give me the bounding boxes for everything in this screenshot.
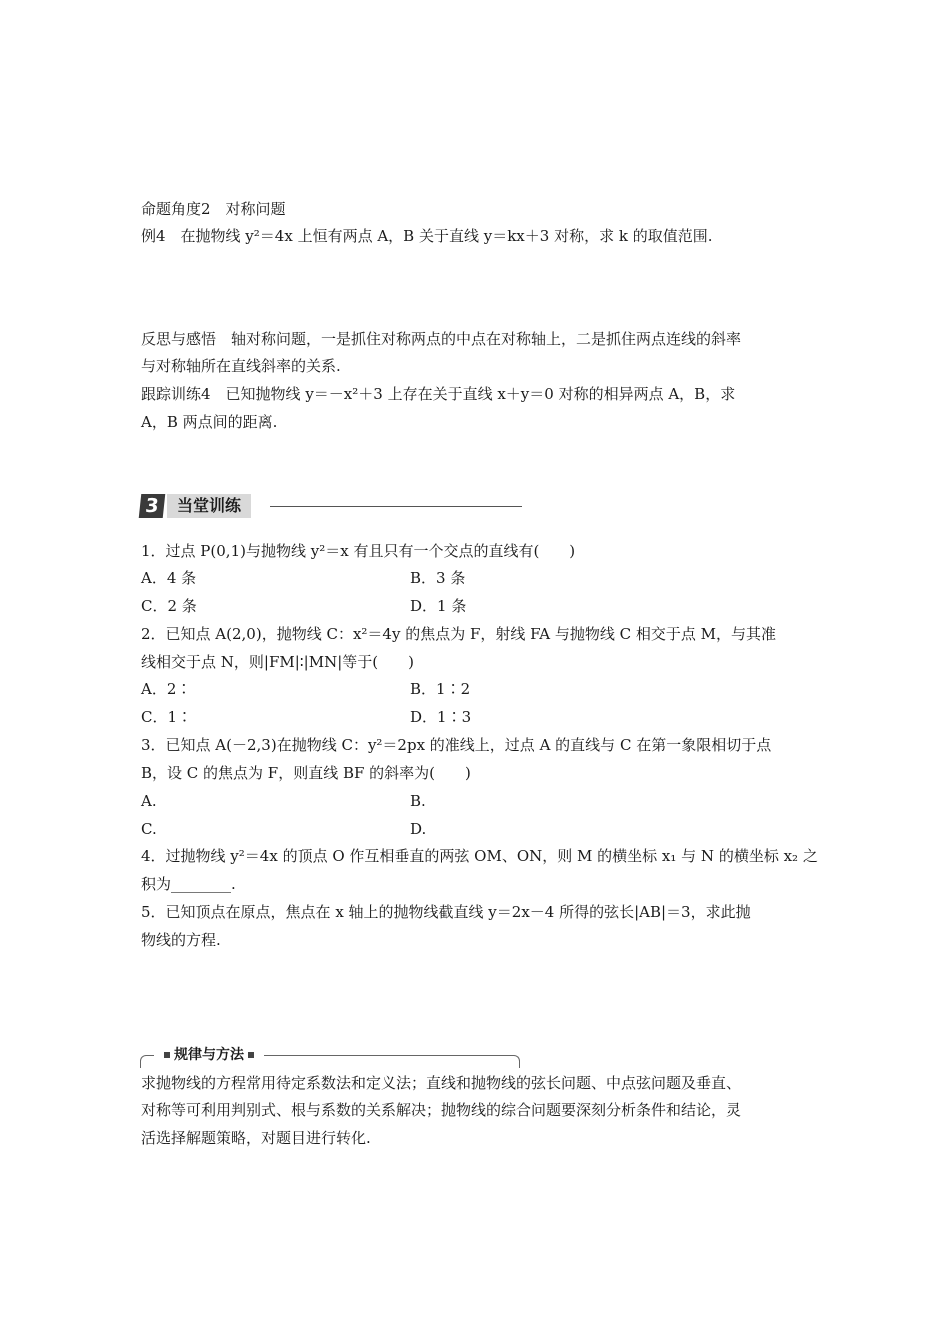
section-number: 3 [139, 494, 166, 518]
reflection-line-1: 反思与感悟 轴对称问题，一是抓住对称两点的中点在对称轴上，二是抓住两点连线的斜率 [141, 330, 742, 348]
q1-option-a: A．4 条 [141, 569, 197, 587]
method-line-1: 求抛物线的方程常用待定系数法和定义法；直线和抛物线的弦长问题、中点弦问题及垂直、 [141, 1074, 742, 1092]
question-1: 1．过点 P(0,1)与抛物线 y²＝x 有且只有一个交点的直线有( ) [141, 542, 576, 560]
question-4-line-1: 4．过抛物线 y²＝4x 的顶点 O 作互相垂直的两弦 OM、ON，则 M 的横坐标 x₁ 与 N 的横坐标 x₂ 之 [141, 847, 818, 865]
question-2-line-2: 线相交于点 N，则|FM|∶|MN|等于( ) [141, 653, 414, 671]
tracking-line-2: A，B 两点间的距离. [141, 413, 278, 431]
method-title-wrap [154, 1045, 264, 1065]
q1-option-d: D．1 条 [410, 597, 467, 615]
section-title: 当堂训练 [167, 494, 251, 518]
question-4-line-2: 积为________. [141, 875, 236, 893]
q2-option-d: D．1∶3 [410, 708, 472, 726]
q3-option-c: C. [141, 820, 157, 838]
question-5-line-1: 5．已知顶点在原点，焦点在 x 轴上的抛物线截直线 y＝2x－4 所得的弦长|AB|＝3，求此抛 [141, 903, 751, 921]
question-3-line-2: B，设 C 的焦点为 F，则直线 BF 的斜率为( ) [141, 764, 471, 782]
q1-option-c: C．2 条 [141, 597, 197, 615]
square-bullet-icon [164, 1052, 170, 1058]
q2-option-c: C．1∶ [141, 708, 193, 726]
question-2-line-1: 2．已知点 A(2,0)，抛物线 C：x²＝4y 的焦点为 F，射线 FA 与抛物线 C 相交于点 M，与其准 [141, 625, 776, 643]
method-title: 规律与方法 [174, 1047, 244, 1063]
q3-option-b: B. [410, 792, 426, 810]
method-line-3: 活选择解题策略，对题目进行转化. [141, 1129, 371, 1147]
tracking-line-1: 跟踪训练4 已知抛物线 y＝－x²＋3 上存在关于直线 x＋y＝0 对称的相异两点 A，B，求 [141, 385, 736, 403]
q2-option-b: B．1∶2 [410, 680, 471, 698]
section-header [140, 494, 522, 518]
q3-option-a: A. [141, 792, 157, 810]
question-5-line-2: 物线的方程. [141, 931, 221, 949]
square-bullet-icon [248, 1052, 254, 1058]
example-4: 例4 在抛物线 y²＝4x 上恒有两点 A，B 关于直线 y＝kx＋3 对称，求 k 的取值范围. [141, 227, 713, 245]
method-header [140, 1047, 520, 1067]
section-rule [270, 506, 522, 507]
q3-option-d: D. [410, 820, 427, 838]
topic-line: 命题角度2 对称问题 [141, 200, 286, 218]
q1-option-b: B．3 条 [410, 569, 466, 587]
q2-option-a: A．2∶ [141, 680, 192, 698]
question-3-line-1: 3．已知点 A(－2,3)在抛物线 C：y²＝2px 的准线上，过点 A 的直线与 C 在第一象限相切于点 [141, 736, 772, 754]
method-line-2: 对称等可利用判别式、根与系数的关系解决；抛物线的综合问题要深刻分析条件和结论，灵 [141, 1101, 742, 1119]
reflection-line-2: 与对称轴所在直线斜率的关系. [141, 357, 341, 375]
